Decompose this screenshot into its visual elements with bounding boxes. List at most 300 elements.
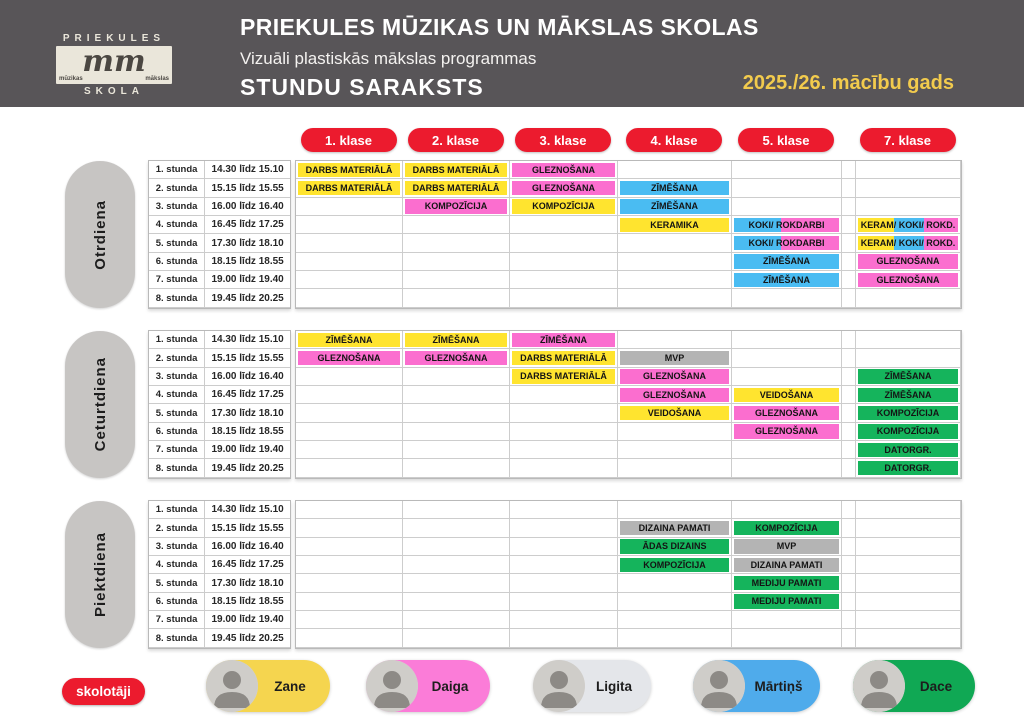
spacer-cell — [842, 519, 856, 537]
subject-cell: ZĪMĒŠANA — [620, 181, 729, 195]
subject-cell: VEIDOŠANA — [734, 388, 839, 402]
subject-label: KOKI/ ROKDARBI — [748, 238, 825, 249]
schedule-cell — [856, 629, 961, 647]
schedule-cell — [856, 386, 961, 404]
spacer-cell — [842, 161, 856, 179]
schedule-cell — [856, 501, 961, 519]
period-time: 19.45 līdz 20.25 — [205, 459, 290, 477]
schedule-cell — [296, 331, 403, 349]
subject-cell: ZĪMĒŠANA — [620, 199, 729, 213]
day-section-ceturtdiena — [0, 330, 1024, 480]
period-row — [149, 611, 290, 629]
schedule-cell — [732, 253, 842, 271]
schedule-cell — [856, 538, 961, 556]
day-section-piektdiena — [0, 500, 1024, 650]
subject-cell: DARBS MATERIĀLĀ — [298, 181, 400, 195]
schedule-cell — [296, 423, 403, 441]
period-label: 1. stunda — [149, 501, 205, 519]
school-title: PRIEKULES MŪZIKAS UN MĀKSLAS SKOLAS — [240, 14, 759, 40]
schedule-cell — [296, 519, 403, 537]
subject-cell: DATORGR. — [858, 443, 958, 457]
subject-cell: DARBS MATERIĀLĀ — [405, 181, 507, 195]
schedule-cell — [510, 459, 618, 477]
period-time: 17.30 līdz 18.10 — [205, 404, 290, 422]
spacer-cell — [842, 253, 856, 271]
schedule-cell — [296, 386, 403, 404]
schedule-cell — [618, 331, 732, 349]
period-label: 6. stunda — [149, 593, 205, 611]
schedule-cell — [296, 368, 403, 386]
logo-mm-monogram: mm — [82, 44, 146, 79]
subject-cell: ZĪMĒŠANA — [405, 333, 507, 347]
class-pill-5[interactable]: 5. klase — [738, 128, 834, 152]
schedule-cell — [510, 289, 618, 307]
schedule-cell — [403, 386, 510, 404]
period-label: 2. stunda — [149, 519, 205, 537]
teacher-name: Mārtiņš — [754, 678, 803, 694]
subject-label: KERAM/ KOKI/ ROKD. — [860, 219, 956, 230]
schedule-cell — [296, 404, 403, 422]
period-label: 7. stunda — [149, 271, 205, 289]
school-logo — [56, 33, 172, 99]
period-row — [149, 519, 290, 537]
schedule-cell — [296, 593, 403, 611]
period-row — [149, 368, 290, 386]
period-label: 5. stunda — [149, 574, 205, 592]
subject-cell — [858, 236, 958, 250]
spacer-cell — [842, 501, 856, 519]
period-time: 16.00 līdz 16.40 — [205, 538, 290, 556]
schedule-cell — [403, 349, 510, 367]
spacer-cell — [842, 349, 856, 367]
spacer-cell — [842, 629, 856, 647]
day-label: Ceturtdiena — [91, 357, 109, 452]
schedule-cell — [856, 289, 961, 307]
period-time: 17.30 līdz 18.10 — [205, 574, 290, 592]
schedule-cell — [732, 423, 842, 441]
schedule-cell — [732, 234, 842, 252]
schedule-cell — [403, 161, 510, 179]
subject-cell — [734, 236, 839, 250]
schedule-cell — [856, 253, 961, 271]
schedule-cell — [510, 556, 618, 574]
day-section-otrdiena — [0, 160, 1024, 310]
schedule-cell — [510, 161, 618, 179]
subject-cell: ZĪMĒŠANA — [512, 333, 615, 347]
period-label: 4. stunda — [149, 556, 205, 574]
schedule-cell — [403, 289, 510, 307]
subject-cell: KOMPOZĪCIJA — [858, 406, 958, 420]
schedule-cell — [296, 538, 403, 556]
period-label: 8. stunda — [149, 459, 205, 477]
period-time: 15.15 līdz 15.55 — [205, 519, 290, 537]
schedule-cell — [618, 441, 732, 459]
teacher-photo — [533, 660, 585, 712]
schedule-cell — [618, 349, 732, 367]
period-table — [148, 500, 291, 649]
period-time: 16.00 līdz 16.40 — [205, 368, 290, 386]
schedule-cell — [732, 441, 842, 459]
period-time: 14.30 līdz 15.10 — [205, 331, 290, 349]
subject-cell: MEDIJU PAMATI — [734, 576, 839, 590]
schedule-cell — [732, 538, 842, 556]
schedule-cell — [296, 441, 403, 459]
period-time: 16.45 līdz 17.25 — [205, 556, 290, 574]
schedule-cell — [403, 574, 510, 592]
schedule-cell — [510, 368, 618, 386]
period-row — [149, 179, 290, 197]
period-row — [149, 234, 290, 252]
schedule-cell — [510, 331, 618, 349]
period-row — [149, 423, 290, 441]
class-pill-6[interactable]: 7. klase — [860, 128, 956, 152]
subject-cell: GLEZNOŠANA — [298, 351, 400, 365]
spacer-cell — [842, 423, 856, 441]
header-bar — [0, 0, 1024, 107]
schedule-cell — [403, 556, 510, 574]
period-label: 1. stunda — [149, 161, 205, 179]
schedule-cell — [296, 161, 403, 179]
subject-cell: ĀDAS DIZAINS — [620, 539, 729, 553]
schedule-cell — [856, 271, 961, 289]
schedule-cell — [856, 179, 961, 197]
schedule-cell — [618, 368, 732, 386]
period-table — [148, 160, 291, 309]
period-time: 18.15 līdz 18.55 — [205, 423, 290, 441]
schedule-cell — [510, 349, 618, 367]
class-pill-1[interactable]: 1. klase — [301, 128, 397, 152]
subject-cell: MVP — [620, 351, 729, 365]
period-row — [149, 289, 290, 307]
schedule-cell — [732, 519, 842, 537]
schedule-cell — [856, 234, 961, 252]
schedule-cell — [296, 271, 403, 289]
schedule-cell — [856, 574, 961, 592]
schedule-cell — [618, 556, 732, 574]
period-row — [149, 253, 290, 271]
period-row — [149, 161, 290, 179]
schedule-cell — [618, 216, 732, 234]
logo-subtext-left: mūzikas — [59, 76, 83, 82]
period-label: 4. stunda — [149, 216, 205, 234]
schedule-cell — [403, 519, 510, 537]
schedule-cell — [296, 216, 403, 234]
schedule-cell — [856, 556, 961, 574]
teacher-pill-daiga[interactable] — [366, 660, 490, 712]
subject-cell: KOMPOZĪCIJA — [405, 199, 507, 213]
schedule-cell — [732, 386, 842, 404]
schedule-cell — [618, 253, 732, 271]
period-row — [149, 404, 290, 422]
schedule-cell — [618, 161, 732, 179]
subject-cell: GLEZNOŠANA — [734, 406, 839, 420]
teachers-label-pill: skolotāji — [62, 678, 145, 705]
teacher-pill-mārtiņš[interactable] — [693, 660, 820, 712]
teacher-pill-zane[interactable] — [206, 660, 330, 712]
subject-cell: DARBS MATERIĀLĀ — [512, 369, 615, 383]
subject-cell: MEDIJU PAMATI — [734, 594, 839, 608]
spacer-cell — [842, 198, 856, 216]
schedule-cell — [403, 423, 510, 441]
schedule-cell — [403, 501, 510, 519]
subject-cell: KOMPOZĪCIJA — [734, 521, 839, 535]
schedule-cell — [732, 629, 842, 647]
schedule-cell — [618, 459, 732, 477]
period-time: 19.45 līdz 20.25 — [205, 629, 290, 647]
schedule-cell — [618, 179, 732, 197]
schedule-cell — [296, 349, 403, 367]
period-row — [149, 386, 290, 404]
spacer-cell — [842, 368, 856, 386]
schedule-cell — [732, 556, 842, 574]
subject-cell: ZĪMĒŠANA — [734, 273, 839, 287]
period-time: 17.30 līdz 18.10 — [205, 234, 290, 252]
period-time: 15.15 līdz 15.55 — [205, 179, 290, 197]
schedule-cell — [618, 538, 732, 556]
subject-cell: DIZAINA PAMATI — [620, 521, 729, 535]
schedule-cell — [618, 629, 732, 647]
day-label-capsule — [65, 161, 135, 308]
teacher-name: Zane — [274, 678, 306, 694]
schedule-cell — [296, 198, 403, 216]
period-row — [149, 271, 290, 289]
schedule-cell — [618, 501, 732, 519]
schedule-cell — [510, 386, 618, 404]
spacer-cell — [842, 441, 856, 459]
spacer-cell — [842, 271, 856, 289]
period-label: 4. stunda — [149, 386, 205, 404]
schedule-grid — [295, 330, 962, 479]
period-label: 3. stunda — [149, 538, 205, 556]
subject-cell: KOMPOZĪCIJA — [858, 424, 958, 438]
schedule-cell — [403, 611, 510, 629]
period-row — [149, 501, 290, 519]
schedule-cell — [510, 538, 618, 556]
schedule-cell — [618, 289, 732, 307]
subject-cell: GLEZNOŠANA — [858, 254, 958, 268]
class-pill-3[interactable]: 3. klase — [515, 128, 611, 152]
teacher-photo — [693, 660, 745, 712]
schedule-cell — [510, 629, 618, 647]
schedule-cell — [856, 459, 961, 477]
programme-subtitle: Vizuāli plastiskās mākslas programmas — [240, 49, 537, 68]
period-time: 18.15 līdz 18.55 — [205, 253, 290, 271]
schedule-cell — [856, 198, 961, 216]
subject-cell: ZĪMĒŠANA — [298, 333, 400, 347]
day-label: Piektdiena — [91, 531, 109, 618]
schedule-cell — [618, 404, 732, 422]
schedule-cell — [732, 179, 842, 197]
period-label: 2. stunda — [149, 349, 205, 367]
schedule-cell — [296, 289, 403, 307]
subject-cell: KOMPOZĪCIJA — [620, 558, 729, 572]
period-time: 19.45 līdz 20.25 — [205, 289, 290, 307]
schedule-cell — [618, 574, 732, 592]
subject-cell: VEIDOŠANA — [620, 406, 729, 420]
day-label-capsule — [65, 501, 135, 648]
subject-cell — [858, 218, 958, 232]
teacher-photo — [366, 660, 418, 712]
teacher-name: Ligita — [596, 678, 632, 694]
subject-cell: DARBS MATERIĀLĀ — [512, 351, 615, 365]
spacer-cell — [842, 611, 856, 629]
schedule-cell — [732, 501, 842, 519]
schedule-grid — [295, 160, 962, 309]
schedule-cell — [732, 331, 842, 349]
schedule-grid — [295, 500, 962, 649]
period-label: 6. stunda — [149, 423, 205, 441]
spacer-cell — [842, 404, 856, 422]
period-time: 18.15 līdz 18.55 — [205, 593, 290, 611]
schedule-cell — [732, 593, 842, 611]
period-label: 7. stunda — [149, 611, 205, 629]
schedule-cell — [618, 234, 732, 252]
schedule-cell — [510, 271, 618, 289]
subject-cell: GLEZNOŠANA — [512, 181, 615, 195]
period-label: 6. stunda — [149, 253, 205, 271]
spacer-cell — [842, 331, 856, 349]
period-label: 7. stunda — [149, 441, 205, 459]
teacher-pill-dace[interactable] — [853, 660, 975, 712]
schedule-cell — [403, 234, 510, 252]
schedule-cell — [403, 368, 510, 386]
subject-cell: DARBS MATERIĀLĀ — [298, 163, 400, 177]
schedule-cell — [510, 611, 618, 629]
period-table — [148, 330, 291, 479]
subject-cell: GLEZNOŠANA — [620, 388, 729, 402]
spacer-cell — [842, 538, 856, 556]
schedule-cell — [510, 423, 618, 441]
schedule-cell — [510, 519, 618, 537]
schedule-cell — [732, 368, 842, 386]
period-label: 8. stunda — [149, 629, 205, 647]
schedule-cell — [403, 198, 510, 216]
period-row — [149, 349, 290, 367]
subject-cell: GLEZNOŠANA — [734, 424, 839, 438]
schedule-cell — [296, 556, 403, 574]
logo-text-top: PRIEKULES — [62, 33, 166, 44]
spacer-cell — [842, 234, 856, 252]
schedule-cell — [856, 161, 961, 179]
schedule-cell — [856, 368, 961, 386]
schedule-cell — [856, 441, 961, 459]
schedule-cell — [403, 459, 510, 477]
subject-cell: ZĪMĒŠANA — [858, 369, 958, 383]
schedule-cell — [403, 629, 510, 647]
schedule-cell — [403, 216, 510, 234]
page-title: STUNDU SARAKSTS — [240, 74, 484, 100]
class-pill-4[interactable]: 4. klase — [626, 128, 722, 152]
subject-cell — [734, 218, 839, 232]
period-row — [149, 331, 290, 349]
schedule-cell — [732, 574, 842, 592]
schedule-cell — [618, 198, 732, 216]
schedule-cell — [732, 611, 842, 629]
schedule-cell — [403, 271, 510, 289]
schedule-cell — [856, 404, 961, 422]
schedule-cell — [296, 501, 403, 519]
schedule-cell — [510, 234, 618, 252]
subject-label: KOKI/ ROKDARBI — [748, 219, 825, 230]
schedule-cell — [510, 179, 618, 197]
period-time: 14.30 līdz 15.10 — [205, 501, 290, 519]
schedule-cell — [403, 593, 510, 611]
day-label-capsule — [65, 331, 135, 478]
subject-cell: KOMPOZĪCIJA — [512, 199, 615, 213]
teacher-photo — [853, 660, 905, 712]
schedule-cell — [618, 386, 732, 404]
period-row — [149, 629, 290, 647]
schedule-cell — [403, 253, 510, 271]
spacer-cell — [842, 459, 856, 477]
teacher-pill-ligita[interactable] — [533, 660, 651, 712]
schedule-cell — [296, 253, 403, 271]
subject-cell: GLEZNOŠANA — [405, 351, 507, 365]
subject-cell: KERAMIKA — [620, 218, 729, 232]
schedule-cell — [403, 179, 510, 197]
schedule-cell — [618, 593, 732, 611]
schedule-cell — [510, 593, 618, 611]
schedule-cell — [296, 179, 403, 197]
subject-cell: MVP — [734, 539, 839, 553]
spacer-cell — [842, 216, 856, 234]
schedule-cell — [510, 216, 618, 234]
schedule-cell — [732, 404, 842, 422]
schedule-cell — [510, 441, 618, 459]
period-time: 15.15 līdz 15.55 — [205, 349, 290, 367]
period-row — [149, 574, 290, 592]
period-row — [149, 538, 290, 556]
schedule-cell — [732, 289, 842, 307]
teacher-name: Daiga — [431, 678, 469, 694]
period-time: 16.45 līdz 17.25 — [205, 386, 290, 404]
period-label: 1. stunda — [149, 331, 205, 349]
day-label: Otrdiena — [91, 199, 109, 270]
schedule-cell — [296, 574, 403, 592]
period-label: 5. stunda — [149, 234, 205, 252]
period-time: 19.00 līdz 19.40 — [205, 611, 290, 629]
period-label: 8. stunda — [149, 289, 205, 307]
schedule-cell — [618, 519, 732, 537]
subject-cell: DATORGR. — [858, 461, 958, 475]
subject-cell: DIZAINA PAMATI — [734, 558, 839, 572]
schedule-cell — [856, 216, 961, 234]
schedule-cell — [732, 216, 842, 234]
period-row — [149, 556, 290, 574]
period-time: 16.45 līdz 17.25 — [205, 216, 290, 234]
subject-cell: ZĪMĒŠANA — [734, 254, 839, 268]
period-label: 3. stunda — [149, 368, 205, 386]
spacer-cell — [842, 556, 856, 574]
teacher-photo — [206, 660, 258, 712]
period-row — [149, 216, 290, 234]
schedule-cell — [510, 404, 618, 422]
period-time: 16.00 līdz 16.40 — [205, 198, 290, 216]
schedule-cell — [732, 198, 842, 216]
schedule-cell — [510, 501, 618, 519]
logo-emblem — [56, 46, 172, 84]
schedule-cell — [732, 459, 842, 477]
subject-cell: DARBS MATERIĀLĀ — [405, 163, 507, 177]
logo-subtext-right: mākslas — [145, 76, 169, 82]
schedule-cell — [856, 349, 961, 367]
period-label: 3. stunda — [149, 198, 205, 216]
schedule-cell — [618, 611, 732, 629]
class-pill-2[interactable]: 2. klase — [408, 128, 504, 152]
subject-cell: GLEZNOŠANA — [620, 369, 729, 383]
schedule-cell — [856, 593, 961, 611]
subject-label: KERAM/ KOKI/ ROKD. — [860, 238, 956, 249]
